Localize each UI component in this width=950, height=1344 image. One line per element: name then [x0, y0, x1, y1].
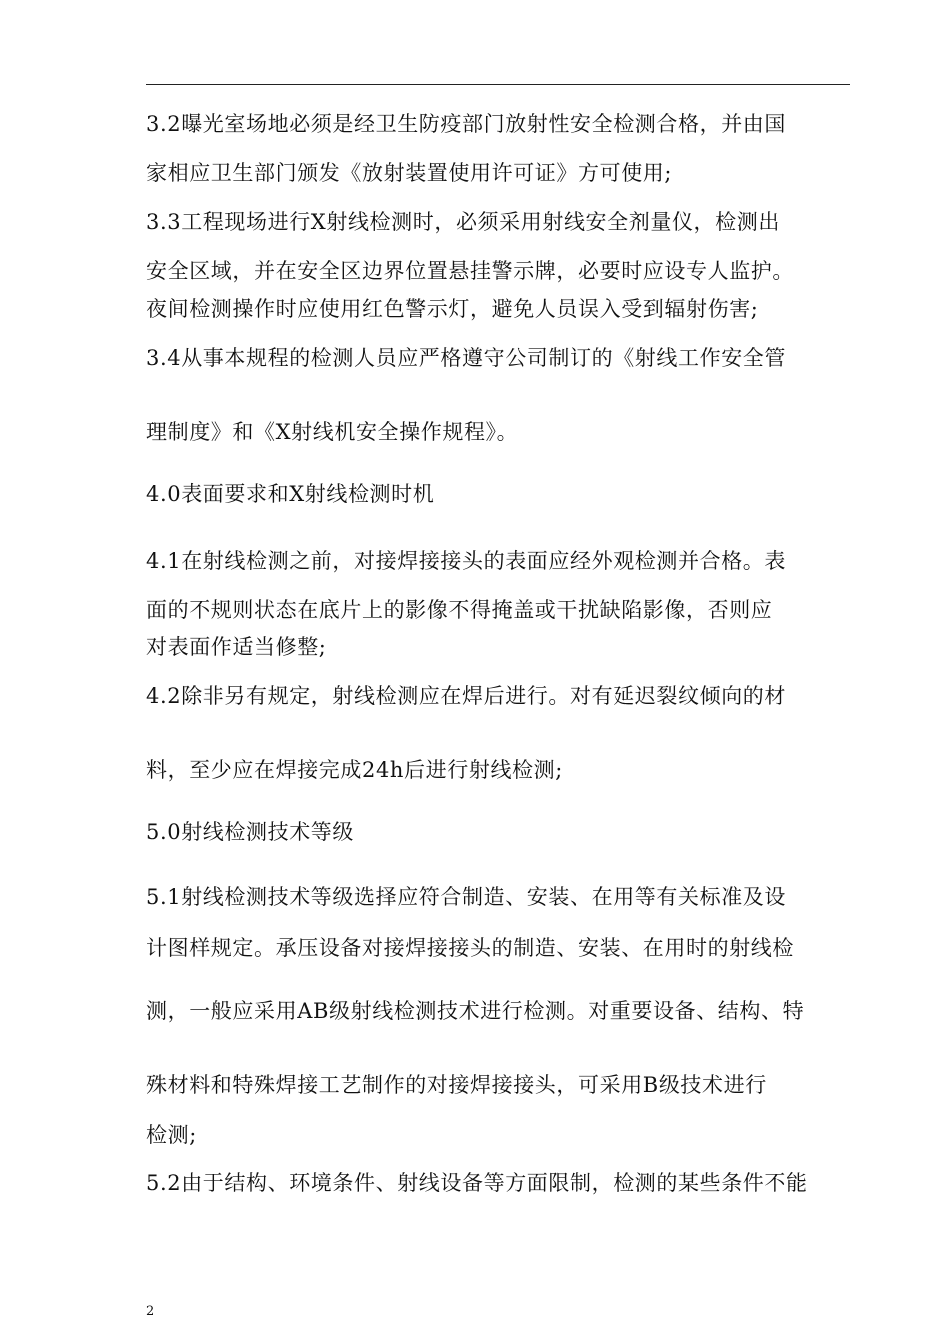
clause-3-2-line-2: 家相应卫生部门颁发《放射装置使用许可证》方可使用;	[146, 161, 673, 185]
clause-3-4-line-2: 理制度》和《X射线机安全操作规程》。	[146, 420, 519, 444]
clause-4-2-line-2: 料，至少应在焊接完成24h后进行射线检测;	[146, 758, 563, 782]
clause-5-1-line-5: 检测;	[146, 1123, 197, 1147]
clause-3-3-line-3: 夜间检测操作时应使用红色警示灯，避免人员误入受到辐射伤害;	[146, 297, 759, 321]
clause-5-1-line-3: 测，一般应采用AB级射线检测技术进行检测。对重要设备、结构、特	[146, 999, 805, 1023]
clause-3-4-line-1: 3.4从事本规程的检测人员应严格遵守公司制订的《射线工作安全管	[146, 346, 786, 370]
page-number: 2	[146, 1304, 155, 1319]
clause-5-1-line-1: 5.1射线检测技术等级选择应符合制造、安装、在用等有关标准及设	[146, 885, 786, 909]
clause-3-3-line-1: 3.3工程现场进行X射线检测时，必须采用射线安全剂量仪，检测出	[146, 210, 780, 234]
section-4-0-heading: 4.0表面要求和X射线检测时机	[146, 482, 435, 506]
clause-4-2-line-1: 4.2除非另有规定，射线检测应在焊后进行。对有延迟裂纹倾向的材	[146, 684, 786, 708]
clause-4-1-line-2: 面的不规则状态在底片上的影像不得掩盖或干扰缺陷影像，否则应	[146, 598, 773, 622]
clause-3-2-line-1: 3.2曝光室场地必须是经卫生防疫部门放射性安全检测合格，并由国	[146, 112, 786, 136]
clause-5-1-line-2: 计图样规定。承压设备对接焊接接头的制造、安装、在用时的射线检	[146, 936, 794, 960]
clause-4-1-line-1: 4.1在射线检测之前，对接焊接接头的表面应经外观检测并合格。表	[146, 549, 786, 573]
clause-5-1-line-4: 殊材料和特殊焊接工艺制作的对接焊接接头，可采用B级技术进行	[146, 1073, 767, 1097]
clause-5-2-line-1: 5.2由于结构、环境条件、射线设备等方面限制，检测的某些条件不能	[146, 1171, 808, 1195]
clause-4-1-line-3: 对表面作适当修整;	[146, 635, 327, 659]
section-5-0-heading: 5.0射线检测技术等级	[146, 820, 354, 844]
clause-3-3-line-2: 安全区域，并在安全区边界位置悬挂警示牌，必要时应设专人监护。	[146, 259, 794, 283]
header-rule	[146, 84, 850, 85]
